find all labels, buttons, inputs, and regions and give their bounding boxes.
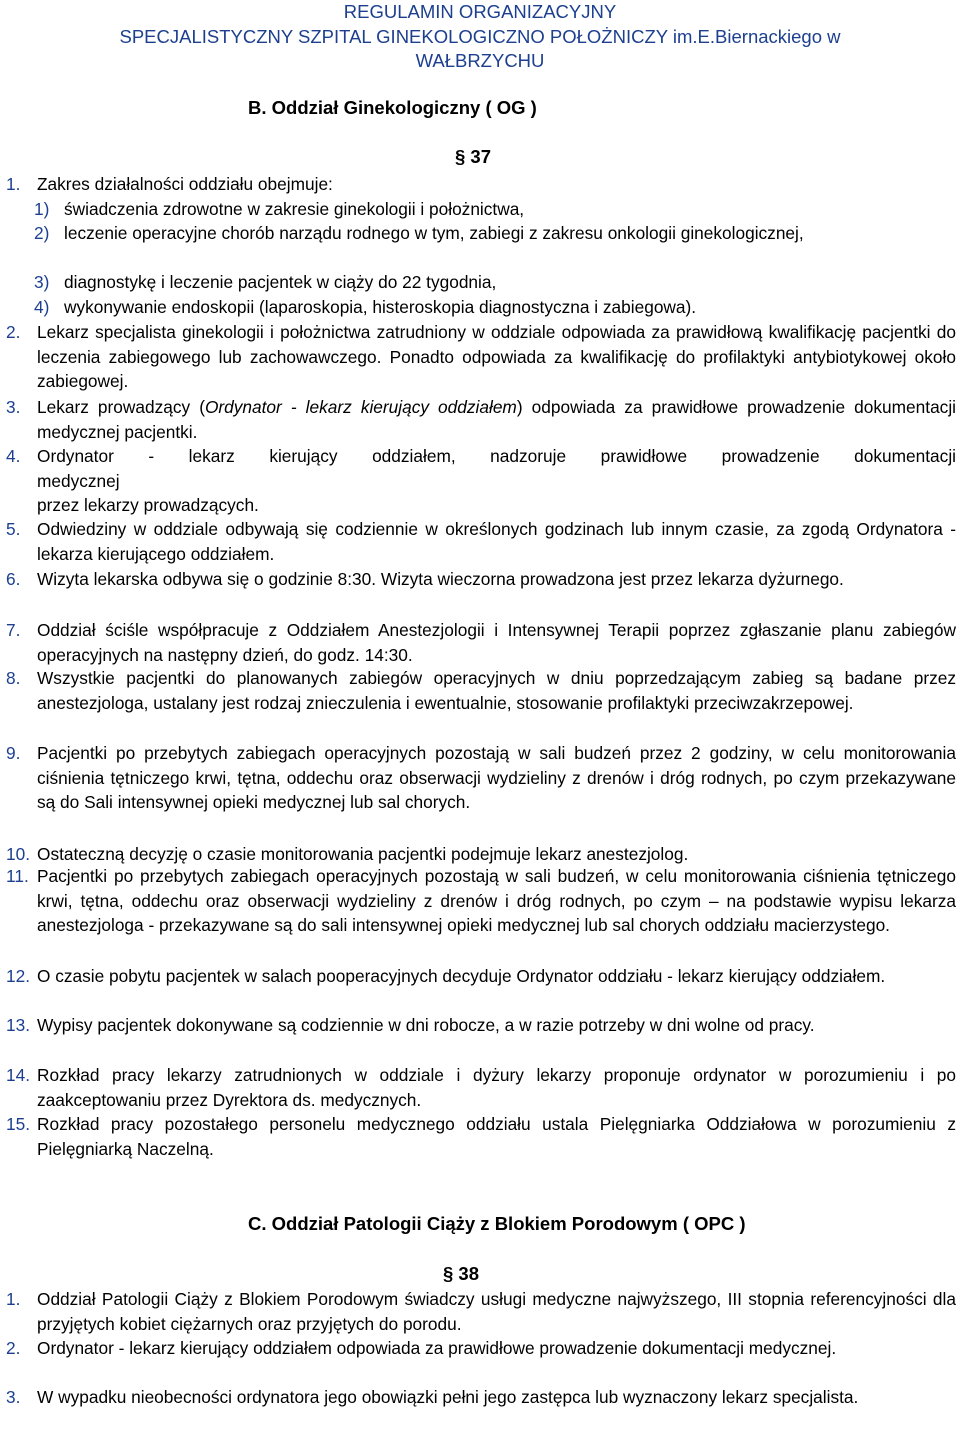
sub-item-number: 2) — [34, 223, 50, 243]
sub-list-item — [0, 270, 954, 295]
list-item — [6, 567, 956, 592]
item-text: Oddział ściśle współpracuje z Oddziałem Anestezjologii i Intensywnej Terapii poprzez zgłaszanie planu zabiegów operacyjnych na następny dzień, do godz. 14:30. — [37, 620, 956, 665]
sub-item-text: diagnostykę i leczenie pacjentek w ciąży do 22 tygodnia, — [64, 272, 497, 292]
item-number: 5. — [6, 519, 21, 539]
item-number: 3. — [6, 397, 21, 417]
item-text-line: Ordynator - lekarz kierujący oddziałem, nadzoruje prawidłowe prowadzenie dokumentacji — [37, 446, 956, 466]
item-number: 1. — [6, 1289, 21, 1309]
item-text: Zakres działalności oddziału obejmuje: — [37, 174, 333, 194]
item-text — [37, 395, 956, 444]
item-number: 15. — [6, 1114, 31, 1134]
item-text: Rozkład pracy lekarzy zatrudnionych w oddziale i dyżury lekarzy proponuje ordynator w porozumieniu i po zaakceptowaniu przez Dyrektora ds. medycznych. — [37, 1065, 956, 1110]
list-item — [6, 842, 956, 867]
sub-item-number: 4) — [34, 297, 50, 317]
sub-item-text: leczenie operacyjne chorób narządu rodnego w tym, zabiegi z zakresu onkologii ginekologicznej, — [64, 223, 804, 243]
item-number: 6. — [6, 569, 21, 589]
sub-item-text: wykonywanie endoskopii (laparoskopia, histeroskopia diagnostyczna i zabiegowa). — [64, 297, 697, 317]
item-number: 14. — [6, 1065, 31, 1085]
item-number: 13. — [6, 1015, 31, 1035]
list-item — [6, 320, 956, 394]
item-number: 12. — [6, 966, 31, 986]
item-number: 4. — [6, 446, 21, 466]
item-number: 3. — [6, 1387, 21, 1407]
sub-item-text: świadczenia zdrowotne w zakresie ginekologii i położnictwa, — [64, 199, 525, 219]
list-item — [6, 666, 956, 715]
item-text-part: Lekarz prowadzący ( — [37, 397, 205, 417]
item-number: 1. — [6, 174, 21, 194]
header-line-2: SPECJALISTYCZNY SZPITAL GINEKOLOGICZNO POŁOŻNICZY im.E.Biernackiego w — [119, 25, 841, 47]
item-number: 10. — [6, 844, 31, 864]
item-number: 2. — [6, 1338, 21, 1358]
item-text: Ostateczną decyzję o czasie monitorowania pacjentki podejmuje lekarz anestezjolog. — [37, 844, 689, 864]
section-c-title: C. Oddział Patologii Ciąży z Blokiem Porodowym ( OPC ) — [248, 1213, 746, 1234]
item-text-emphasis: Ordynator - lekarz kierujący oddziałem — [204, 397, 517, 417]
item-text: Wizyta lekarska odbywa się o godzinie 8:30. Wizyta wieczorna prowadzona jest przez lekarza dyżurnego. — [37, 569, 844, 589]
item-number: 7. — [6, 620, 21, 640]
item-text: Pacjentki po przebytych zabiegach operacyjnych pozostają w sali budzeń przez 2 godziny, w celu monitorowania ciśnienia tętniczego krwi, tętna, oddechu oraz obserwacji wydzieliny z drenów i dróg rodnych, po czym przekazywane są do Sali intensywnej opieki medycznej lub sal chorych. — [37, 743, 956, 813]
list-item — [6, 741, 956, 815]
item-text-part: ) odpowiada za prawidłowe prowadzenie dokumentacji medycznej pacjentki. — [37, 397, 956, 442]
list-item — [6, 1063, 956, 1112]
item-text: Ordynator - lekarz kierujący oddziałem odpowiada za prawidłowe prowadzenie dokumentacji medycznej. — [37, 1338, 837, 1358]
item-text: Wypisy pacjentek dokonywane są codziennie w dni robocze, a w razie potrzeby w dni wolne od pracy. — [37, 1015, 815, 1035]
list-item — [6, 517, 956, 566]
section-c-paragraph-mark: § 38 — [443, 1263, 480, 1284]
item-number: 11. — [6, 866, 29, 886]
item-number: 2. — [6, 322, 21, 342]
sub-item-number: 1) — [34, 199, 50, 219]
list-item — [6, 1385, 956, 1410]
sub-list-item — [0, 197, 954, 222]
list-item — [6, 1112, 956, 1161]
item-text: W wypadku nieobecności ordynatora jego obowiązki pełni jego zastępca lub wyznaczony lekarz specjalista. — [37, 1387, 859, 1407]
item-text: Wszystkie pacjentki do planowanych zabiegów operacyjnych w dniu poprzedzającym zabieg są badane przez anestezjologa, ustalany jest rodzaj znieczulenia i ewentualnie, stosowanie profilaktyki przeciwzakrzepowej. — [37, 668, 956, 713]
sub-list-item — [0, 295, 954, 320]
list-item — [6, 1287, 956, 1336]
item-text: Lekarz specjalista ginekologii i położnictwa zatrudniony w oddziale odpowiada za prawidłową kwalifikację pacjentki do leczenia zabiegowego lub zachowawczego. Ponadto odpowiada za kwalifikację do profilaktyki antybiotykowej około zabiegowej. — [37, 322, 956, 392]
item-text: Odwiedziny w oddziale odbywają się codziennie w określonych godzinach lub innym czasie, za zgodą Ordynatora - lekarza kierującego oddziałem. — [37, 519, 956, 564]
sub-list-item — [0, 221, 954, 246]
list-item — [6, 444, 956, 518]
item-text: Rozkład pracy pozostałego personelu medycznego oddziału ustala Pielęgniarka Oddziałowa w porozumieniu z Pielęgniarką Naczelną. — [37, 1114, 956, 1159]
list-item — [6, 864, 956, 938]
item-number: 9. — [6, 743, 21, 763]
item-number: 8. — [6, 668, 21, 688]
sub-item-number: 3) — [34, 272, 50, 292]
header-line-1: REGULAMIN ORGANIZACYJNY — [343, 1, 617, 22]
document-header — [0, 0, 960, 74]
item-text-line: przez lekarzy prowadzących. — [37, 495, 259, 516]
list-item — [6, 964, 956, 989]
item-text: Pacjentki po przebytych zabiegach operacyjnych pozostają w sali budzeń, w celu monitorowania ciśnienia tętniczego krwi, tętna, oddechu oraz obserwacji wydzieliny z drenów i dróg rodnych, po czym – na podstawie wypisu lekarza anestezjologa - przekazywane są do sali intensywnej opieki medycznej lub sal chorych oddziału macierzystego. — [37, 866, 956, 936]
list-item — [6, 1336, 956, 1361]
list-item — [6, 1013, 956, 1038]
section-b-title: B. Oddział Ginekologiczny ( OG ) — [248, 97, 537, 118]
list-item — [6, 395, 956, 444]
item-text-line: medycznej — [37, 470, 120, 491]
section-b-paragraph-mark: § 37 — [455, 146, 492, 167]
item-text: Oddział Patologii Ciąży z Blokiem Porodowym świadczy usługi medyczne najwyższego, III stopnia referencyjności dla przyjętych kobiet ciężarnych oraz przyjętych do porodu. — [37, 1289, 956, 1334]
item-text: O czasie pobytu pacjentek w salach pooperacyjnych decyduje Ordynator oddziału - lekarz kierujący oddziałem. — [37, 966, 886, 986]
list-item — [6, 618, 956, 667]
header-line-3: WAŁBRZYCHU — [415, 50, 545, 71]
list-item — [6, 172, 956, 197]
